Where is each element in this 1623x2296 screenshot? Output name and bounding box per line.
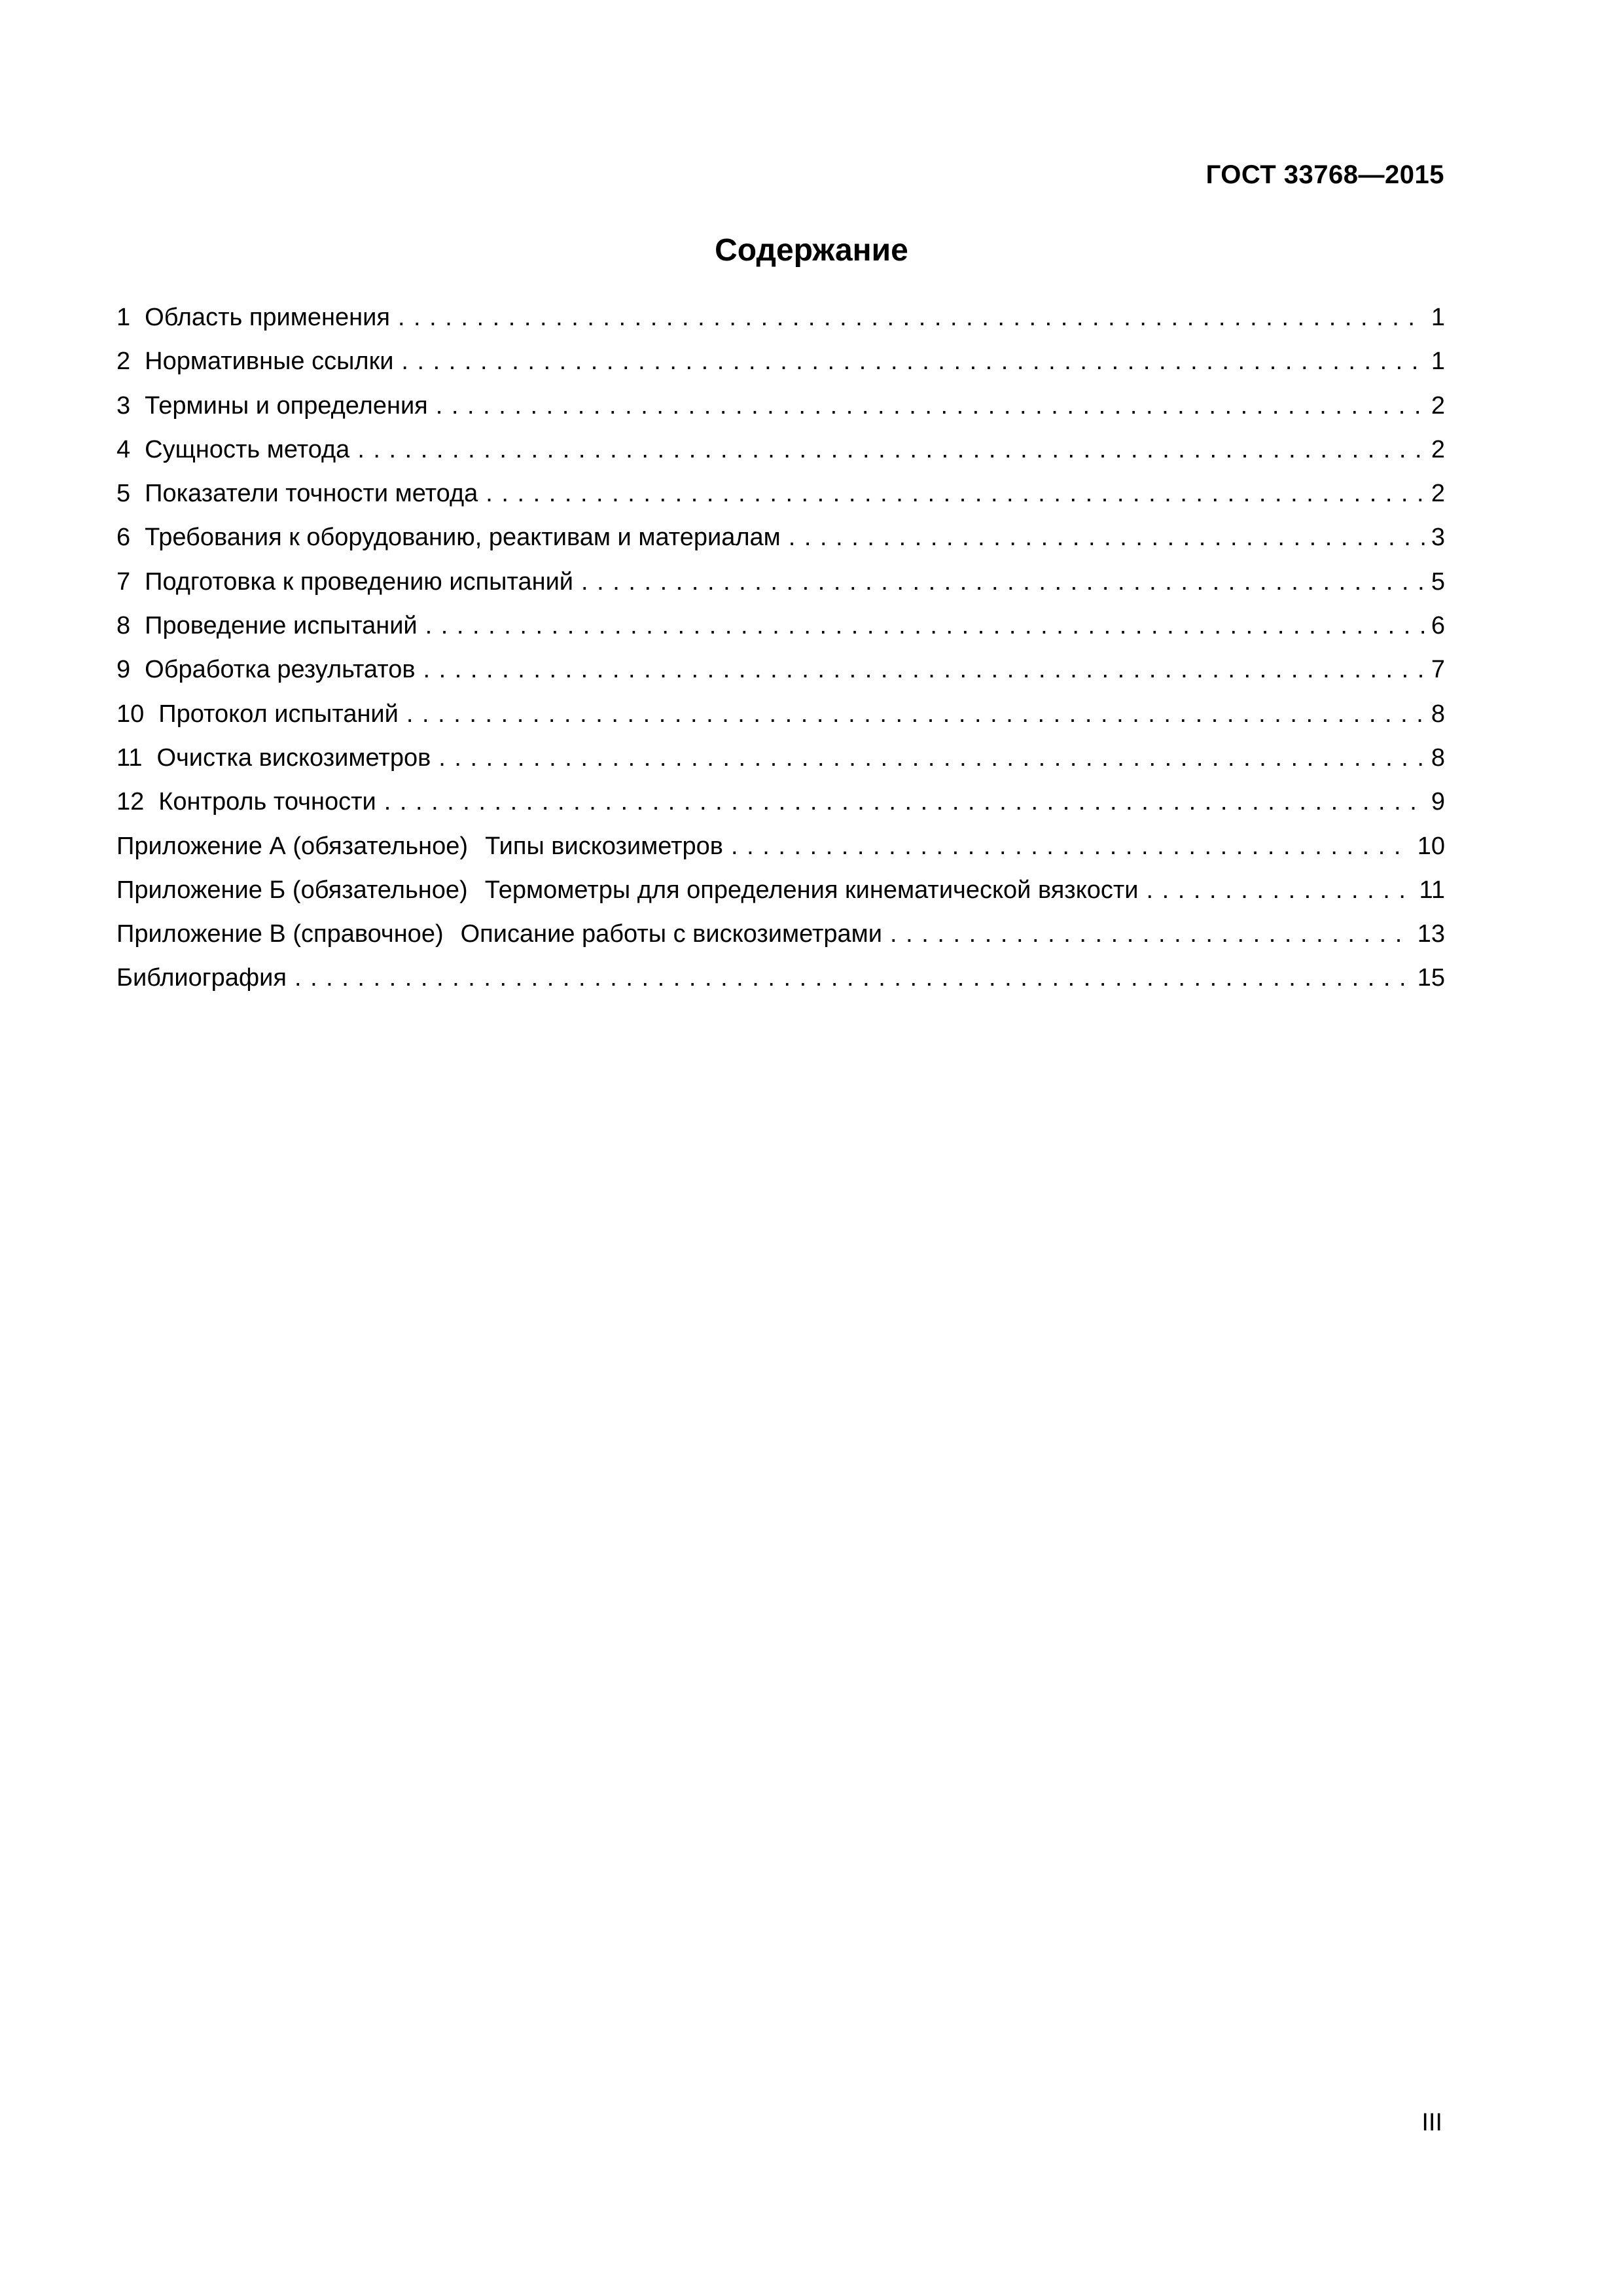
toc-entry-page: 13: [1417, 920, 1445, 948]
toc-entry-caption: Термометры для определения кинематической вязкости: [484, 876, 1139, 904]
toc-entry-caption: Типы вискозиметров: [485, 832, 723, 860]
toc-heading: Содержание: [715, 233, 908, 268]
toc-leader-dots: [406, 692, 1425, 736]
toc-entry-number: 1: [116, 304, 131, 331]
toc-entry-title: Область применения: [145, 304, 390, 331]
toc-entry-page: 2: [1431, 480, 1445, 508]
toc-entry-page: 6: [1431, 612, 1445, 640]
toc-entry-page: 3: [1431, 524, 1445, 552]
toc-entry-title: Подготовка к проведению испытаний: [145, 567, 574, 596]
toc-entry-number: 12: [116, 788, 145, 816]
toc-entry-page: 1: [1431, 304, 1445, 331]
toc-entry-page: 5: [1431, 567, 1445, 596]
toc-entry-title: Требования к оборудованию, реактивам и материалам: [145, 524, 781, 552]
toc-entry-appendix-a[interactable]: [116, 825, 1445, 869]
toc-entry-11[interactable]: [116, 736, 1445, 780]
toc-leader-dots: [294, 956, 1411, 1000]
toc-leader-dots: [581, 560, 1425, 604]
toc-leader-dots: [486, 472, 1425, 516]
toc-leader-dots: [1147, 869, 1413, 912]
toc-entry-number: 4: [116, 435, 131, 463]
toc-leader-dots: [423, 648, 1425, 692]
toc-entry-12[interactable]: [116, 780, 1445, 824]
toc-leader-dots: [401, 340, 1424, 384]
toc-entry-title: Приложение Б (обязательное): [116, 876, 468, 904]
toc-entry-page: 10: [1417, 832, 1445, 860]
toc-entry-page: 15: [1417, 964, 1445, 992]
toc-entry-1[interactable]: [116, 296, 1445, 340]
toc-entry-page: 7: [1431, 656, 1445, 684]
toc-leader-dots: [425, 604, 1425, 648]
toc-entry-number: 3: [116, 391, 131, 420]
toc-entry-title: Очистка вискозиметров: [156, 744, 431, 772]
toc-leader-dots: [384, 780, 1425, 824]
toc-entry-number: 5: [116, 480, 131, 508]
toc-entry-4[interactable]: [116, 428, 1445, 472]
toc-entry-appendix-b[interactable]: [116, 869, 1445, 912]
toc-entry-title: Приложение А (обязательное): [116, 832, 469, 860]
toc-entry-page: 2: [1431, 435, 1445, 463]
toc-entry-title: Протокол испытаний: [158, 700, 399, 728]
toc-entry-page: 2: [1431, 391, 1445, 420]
toc-entry-page: 1: [1431, 348, 1445, 376]
toc-entry-number: 6: [116, 524, 131, 552]
toc-entry-bibliography[interactable]: [116, 956, 1445, 1000]
toc-entry-title: Библиография: [116, 964, 287, 992]
toc-entry-title: Контроль точности: [158, 788, 376, 816]
toc-leader-dots: [436, 384, 1425, 428]
toc-entry-5[interactable]: [116, 472, 1445, 516]
toc-entry-title: Обработка результатов: [145, 656, 416, 684]
toc-entry-3[interactable]: [116, 384, 1445, 428]
toc-entry-6[interactable]: [116, 516, 1445, 560]
toc-entry-number: 2: [116, 348, 131, 376]
toc-entry-number: 7: [116, 567, 131, 596]
toc-entry-number: 9: [116, 656, 131, 684]
toc-entry-title: Показатели точности метода: [145, 480, 478, 508]
toc-leader-dots: [731, 825, 1411, 869]
toc-entry-title: Термины и определения: [145, 391, 428, 420]
toc-entry-title: Нормативные ссылки: [145, 348, 394, 376]
toc-leader-dots: [357, 428, 1425, 472]
toc-entry-appendix-v[interactable]: [116, 912, 1445, 956]
table-of-contents: [116, 296, 1445, 1001]
document-standard-number: ГОСТ 33768—2015: [1205, 160, 1444, 189]
toc-leader-dots: [398, 296, 1425, 340]
toc-entry-number: 8: [116, 612, 131, 640]
page-number: III: [1421, 2109, 1442, 2136]
toc-entry-2[interactable]: [116, 340, 1445, 384]
toc-entry-page: 11: [1419, 876, 1445, 904]
toc-entry-8[interactable]: [116, 604, 1445, 648]
toc-entry-number: 11: [116, 744, 143, 772]
toc-entry-page: 8: [1431, 744, 1445, 772]
toc-entry-title: Сущность метода: [145, 435, 350, 463]
toc-leader-dots: [789, 516, 1425, 560]
toc-entry-page: 9: [1431, 788, 1445, 816]
toc-entry-10[interactable]: [116, 692, 1445, 736]
toc-entry-7[interactable]: [116, 560, 1445, 604]
toc-entry-9[interactable]: [116, 648, 1445, 692]
toc-entry-caption: Описание работы с вискозиметрами: [460, 920, 883, 948]
toc-entry-number: 10: [116, 700, 145, 728]
toc-entry-title: Приложение В (справочное): [116, 920, 444, 948]
toc-entry-page: 8: [1431, 700, 1445, 728]
toc-leader-dots: [890, 912, 1411, 956]
toc-entry-title: Проведение испытаний: [145, 612, 418, 640]
toc-leader-dots: [438, 736, 1425, 780]
